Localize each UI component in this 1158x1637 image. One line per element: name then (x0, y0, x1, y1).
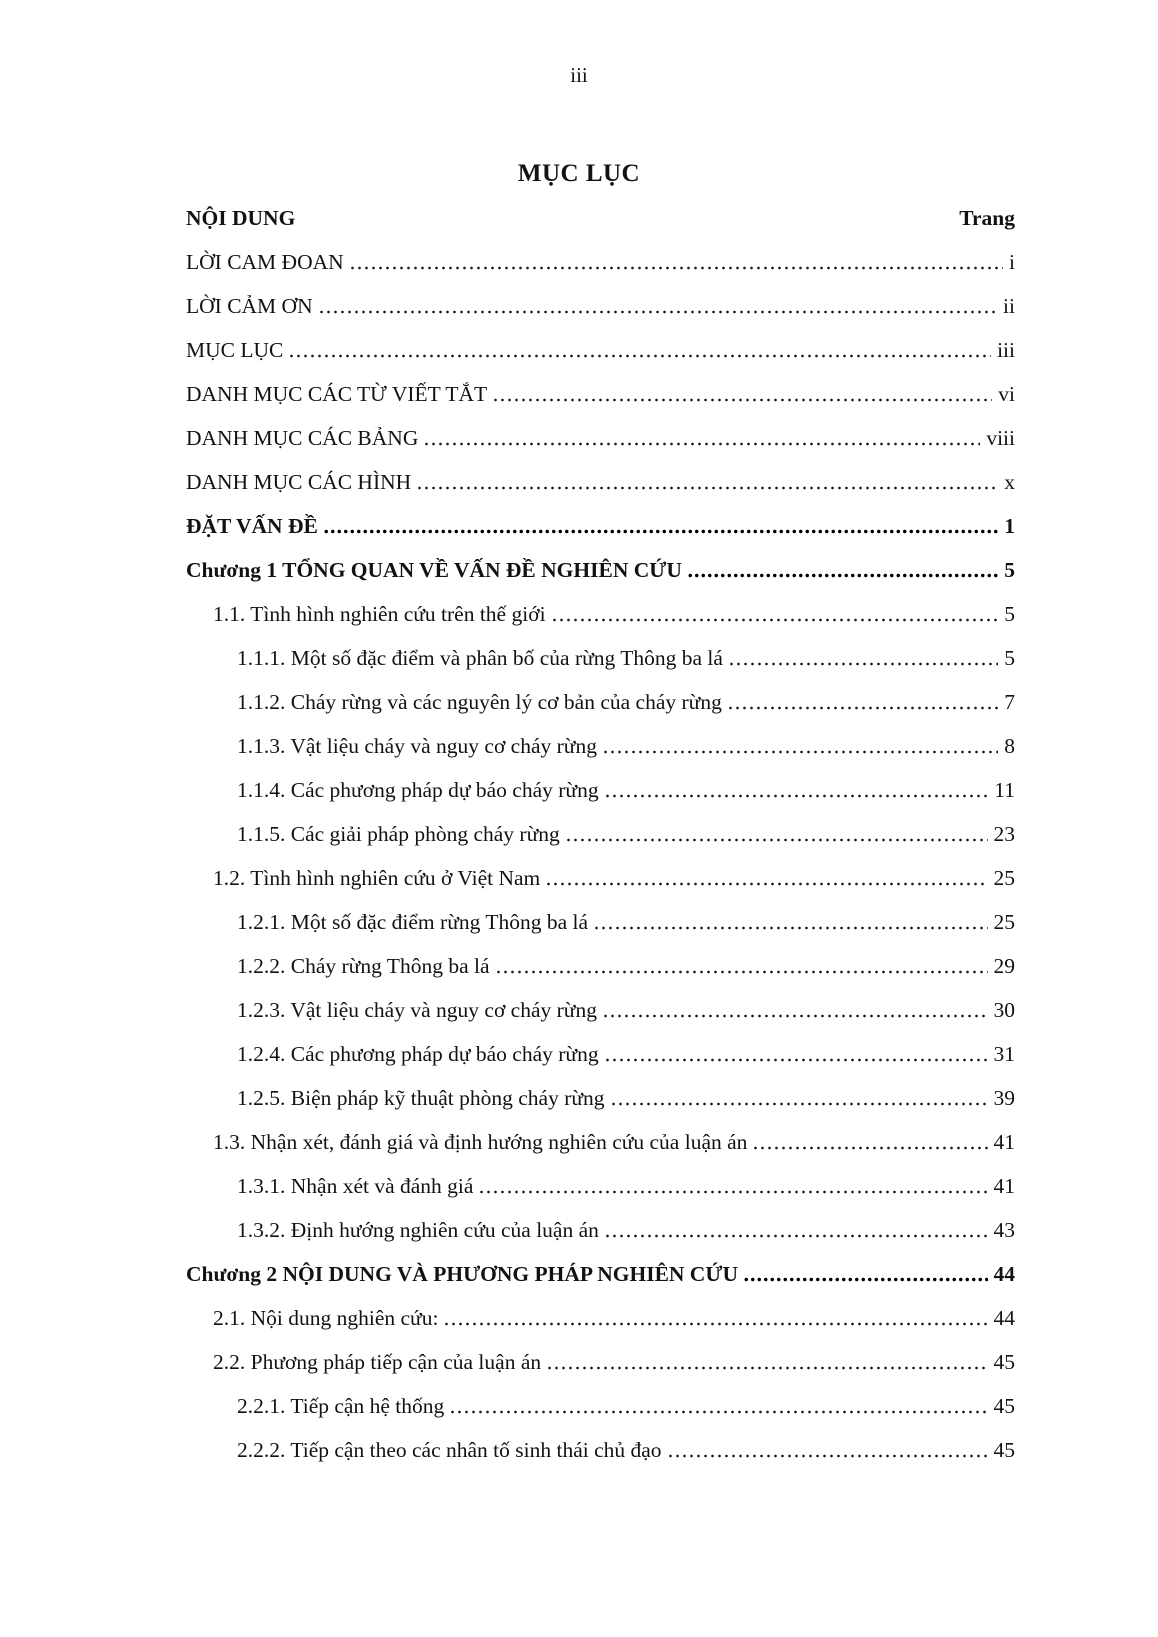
toc-row (186, 1260, 1015, 1288)
toc-entry-page: 39 (993, 1086, 1015, 1110)
dot-leader (449, 1392, 987, 1420)
toc-row (186, 1436, 1015, 1464)
toc-entry-label: DANH MỤC CÁC HÌNH (186, 470, 412, 494)
dot-leader (604, 1216, 988, 1244)
toc-row (186, 1216, 1015, 1244)
toc-row (186, 1304, 1015, 1332)
toc-entry-page: 23 (993, 822, 1015, 846)
toc-entry-page: 45 (993, 1350, 1015, 1374)
dot-leader (752, 1128, 987, 1156)
dot-leader (743, 1260, 988, 1288)
toc-entry-page: 30 (993, 998, 1015, 1022)
dot-leader (545, 864, 987, 892)
toc-entry-label: 1.2.5. Biện pháp kỹ thuật phòng cháy rừng (237, 1086, 605, 1110)
toc-entry-page: 44 (993, 1262, 1015, 1286)
dot-leader (495, 952, 988, 980)
toc-row (186, 1172, 1015, 1200)
toc-entry-page: 29 (993, 954, 1015, 978)
toc-row (186, 1084, 1015, 1112)
toc-entry-label: ĐẶT VẤN ĐỀ (186, 514, 318, 538)
columns-header (186, 204, 1015, 232)
corner-page-number: iii (570, 63, 588, 87)
toc-entry-page: 8 (1004, 734, 1015, 758)
toc-row (186, 1348, 1015, 1376)
toc-row (186, 1128, 1015, 1156)
toc-entry-label: 1.1.4. Các phương pháp dự báo cháy rừng (237, 778, 599, 802)
toc-entry-label: 2.2.1. Tiếp cận hệ thống (237, 1394, 445, 1418)
toc-entry-label: 1.3. Nhận xét, đánh giá và định hướng nghiên cứu của luận án (213, 1130, 748, 1154)
dot-leader (602, 732, 998, 760)
toc-entry-label: MỤC LỤC (186, 338, 284, 362)
toc-list (186, 248, 1015, 1464)
toc-entry-label: 1.2.1. Một số đặc điểm rừng Thông ba lá (237, 910, 589, 934)
toc-entry-label: 1.1.5. Các giải pháp phòng cháy rừng (237, 822, 560, 846)
dot-leader (423, 424, 980, 452)
toc-row (186, 644, 1015, 672)
toc-entry-page: 41 (993, 1174, 1015, 1198)
dot-leader (323, 512, 998, 540)
toc-row (186, 336, 1015, 364)
toc-entry-page: 5 (1004, 602, 1015, 626)
toc-entry-label: 1.2.2. Cháy rừng Thông ba lá (237, 954, 490, 978)
toc-entry-label: Chương 1 TỔNG QUAN VỀ VẤN ĐỀ NGHIÊN CỨU (186, 558, 682, 582)
toc-row (186, 820, 1015, 848)
toc-row (186, 864, 1015, 892)
toc-entry-page: ii (1003, 294, 1015, 318)
toc-entry-label: DANH MỤC CÁC TỪ VIẾT TẮT (186, 382, 488, 406)
toc-row (186, 1040, 1015, 1068)
toc-entry-label: 1.3.1. Nhận xét và đánh giá (237, 1174, 474, 1198)
toc-entry-label: Chương 2 NỘI DUNG VÀ PHƯƠNG PHÁP NGHIÊN CỨU (186, 1262, 738, 1286)
toc-entry-label: 2.1. Nội dung nghiên cứu: (213, 1306, 439, 1330)
toc-entry-page: 5 (1004, 558, 1015, 582)
toc-entry-page: x (1004, 470, 1015, 494)
dot-leader (602, 996, 988, 1024)
toc-entry-label: 1.2.4. Các phương pháp dự báo cháy rừng (237, 1042, 599, 1066)
toc-entry-page: 44 (993, 1306, 1015, 1330)
toc-row (186, 688, 1015, 716)
toc-entry-label: LỜI CAM ĐOAN (186, 250, 344, 274)
toc-row (186, 380, 1015, 408)
toc-entry-label: 1.1.1. Một số đặc điểm và phân bố của rừng Thông ba lá (237, 646, 723, 670)
dot-leader (492, 380, 992, 408)
toc-entry-page: vi (998, 382, 1015, 406)
dot-leader (565, 820, 988, 848)
dot-leader (728, 644, 998, 672)
dot-leader (416, 468, 998, 496)
toc-entry-page: i (1009, 250, 1015, 274)
toc-entry-page: 45 (993, 1438, 1015, 1462)
toc-entry-page: 43 (993, 1218, 1015, 1242)
toc-entry-page: 1 (1004, 514, 1015, 538)
toc-entry-page: iii (997, 338, 1015, 362)
dot-leader (546, 1348, 987, 1376)
toc-row (186, 996, 1015, 1024)
toc-entry-label: 1.3.2. Định hướng nghiên cứu của luận án (237, 1218, 599, 1242)
toc-entry-label: 2.2. Phương pháp tiếp cận của luận án (213, 1350, 542, 1374)
toc-row (186, 1392, 1015, 1420)
toc-row (186, 468, 1015, 496)
dot-leader (593, 908, 987, 936)
toc-entry-label: 1.1. Tình hình nghiên cứu trên thế giới (213, 602, 546, 626)
page-title: MỤC LỤC (517, 160, 641, 187)
toc-entry-page: 25 (993, 866, 1015, 890)
toc-entry-page: viii (986, 426, 1015, 450)
toc-entry-label: LỜI CẢM ƠN (186, 294, 313, 318)
toc-entry-page: 25 (993, 910, 1015, 934)
toc-entry-label: DANH MỤC CÁC BẢNG (186, 426, 419, 450)
toc-row (186, 732, 1015, 760)
page-column-label: Trang (959, 206, 1015, 230)
dot-leader (604, 776, 989, 804)
dot-leader (687, 556, 998, 584)
dot-leader (610, 1084, 988, 1112)
toc-row (186, 248, 1015, 276)
dot-leader (443, 1304, 987, 1332)
dot-leader (349, 248, 1003, 276)
toc-entry-page: 7 (1004, 690, 1015, 714)
dot-leader (318, 292, 997, 320)
toc-row (186, 600, 1015, 628)
toc-row (186, 776, 1015, 804)
dot-leader (604, 1040, 988, 1068)
toc-row (186, 424, 1015, 452)
toc-entry-label: 1.1.2. Cháy rừng và các nguyên lý cơ bản của cháy rừng (237, 690, 722, 714)
toc-entry-page: 5 (1004, 646, 1015, 670)
dot-leader (288, 336, 991, 364)
toc-row (186, 952, 1015, 980)
toc-entry-label: 1.2. Tình hình nghiên cứu ở Việt Nam (213, 866, 541, 890)
toc-row (186, 292, 1015, 320)
toc-entry-label: 1.1.3. Vật liệu cháy và nguy cơ cháy rừng (237, 734, 597, 758)
toc-entry-label: 2.2.2. Tiếp cận theo các nhân tố sinh thái chủ đạo (237, 1438, 662, 1462)
content-column-label: NỘI DUNG (186, 206, 296, 230)
toc-entry-page: 31 (993, 1042, 1015, 1066)
toc-entry-label: 1.2.3. Vật liệu cháy và nguy cơ cháy rừng (237, 998, 597, 1022)
toc-entry-page: 45 (993, 1394, 1015, 1418)
dot-leader (551, 600, 999, 628)
dot-leader (667, 1436, 988, 1464)
toc-entry-page: 41 (993, 1130, 1015, 1154)
toc-row (186, 556, 1015, 584)
toc-row (186, 908, 1015, 936)
toc-row (186, 512, 1015, 540)
toc-entry-page: 11 (994, 778, 1015, 802)
dot-leader (727, 688, 998, 716)
dot-leader (478, 1172, 987, 1200)
